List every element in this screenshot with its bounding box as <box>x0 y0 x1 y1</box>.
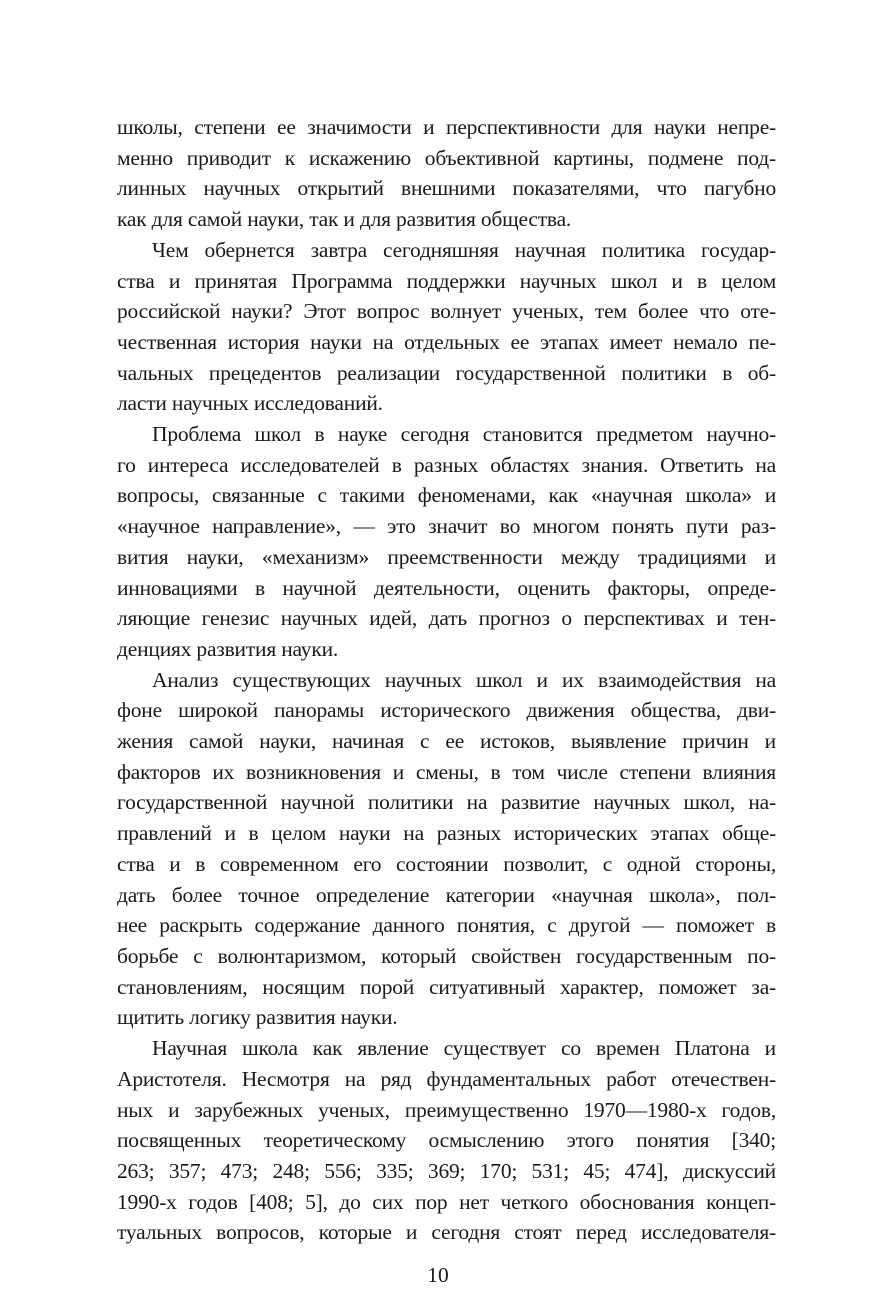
text-line: государственной научной политики на развитие научных школ, на- <box>117 790 776 815</box>
paragraph <box>117 235 776 419</box>
text-line: денциях развития науки. <box>117 636 339 661</box>
text-line: факторов их возникновения и смены, в том числе степени влияния <box>117 759 776 784</box>
text-line: линных научных открытий внешними показателями, что пагубно <box>117 176 776 201</box>
text-line: инновациями в научной деятельности, оценить факторы, опреде- <box>117 575 776 600</box>
text-line: чальных прецедентов реализации государственной политики в об- <box>117 360 776 385</box>
paragraph <box>117 665 776 1033</box>
page-body-text <box>117 112 776 1248</box>
text-line: Научная школа как явление существует со времен Платона и <box>152 1036 776 1061</box>
page-number: 10 <box>427 1263 449 1288</box>
text-line: Проблема школ в науке сегодня становится предметом научно- <box>152 422 776 447</box>
text-line: 263; 357; 473; 248; 556; 335; 369; 170; 531; 45; 474], дискуссий <box>117 1158 776 1183</box>
text-line: ства и принятая Программа поддержки научных школ и в целом <box>117 268 776 293</box>
paragraph <box>117 1033 776 1248</box>
text-line: жения самой науки, начиная с ее истоков, выявление причин и <box>117 729 776 754</box>
text-line: чественная история науки на отдельных ее этапах имеет немало пе- <box>117 329 776 354</box>
text-line: вития науки, «механизм» преемственности между традициями и <box>117 544 776 569</box>
paragraph <box>117 112 776 235</box>
text-line: менно приводит к искажению объективной картины, подмене под- <box>117 145 776 170</box>
text-line: фоне широкой панорамы исторического движения общества, дви- <box>117 698 776 723</box>
paragraph <box>117 419 776 665</box>
text-line: нее раскрыть содержание данного понятия, с другой — поможет в <box>117 913 776 938</box>
text-line: как для самой науки, так и для развития общества. <box>117 207 572 232</box>
text-line: Анализ существующих научных школ и их взаимодействия на <box>152 667 776 692</box>
text-line: го интереса исследователей в разных областях знания. Ответить на <box>117 452 776 477</box>
text-line: ляющие генезис научных идей, дать прогноз о перспективах и тен- <box>117 606 776 631</box>
text-line: щитить логику развития науки. <box>117 1005 398 1030</box>
text-line: дать более точное определение категории «научная школа», пол- <box>117 882 776 907</box>
text-line: 1990-х годов [408; 5], до сих пор нет четкого обоснования концеп- <box>117 1189 776 1214</box>
text-line: школы, степени ее значимости и перспективности для науки непре- <box>117 115 776 139</box>
text-line: борьбе с волюнтаризмом, который свойствен государственным по- <box>117 943 776 968</box>
text-line: ных и зарубежных ученых, преимущественно 1970—1980-х годов, <box>117 1097 776 1122</box>
text-line: ства и в современном его состоянии позволит, с одной стороны, <box>117 851 776 876</box>
text-line: правлений и в целом науки на разных исторических этапах обще- <box>117 821 776 846</box>
text-line: туальных вопросов, которые и сегодня стоят перед исследователя- <box>117 1220 776 1245</box>
text-line: вопросы, связанные с такими феноменами, как «научная школа» и <box>117 483 776 508</box>
text-line: становлениям, носящим порой ситуативный характер, поможет за- <box>117 974 776 999</box>
text-line: российской науки? Этот вопрос волнует ученых, тем более что оте- <box>117 299 776 324</box>
text-line: Чем обернется завтра сегодняшняя научная политика государ- <box>152 237 776 262</box>
text-line: «научное направление», — это значит во многом понять пути раз- <box>117 514 776 539</box>
text-line: посвященных теоретическому осмыслению этого понятия [340; <box>117 1128 776 1153</box>
text-line: Аристотеля. Несмотря на ряд фундаментальных работ отечествен- <box>117 1066 776 1091</box>
text-line: ласти научных исследований. <box>117 391 383 416</box>
